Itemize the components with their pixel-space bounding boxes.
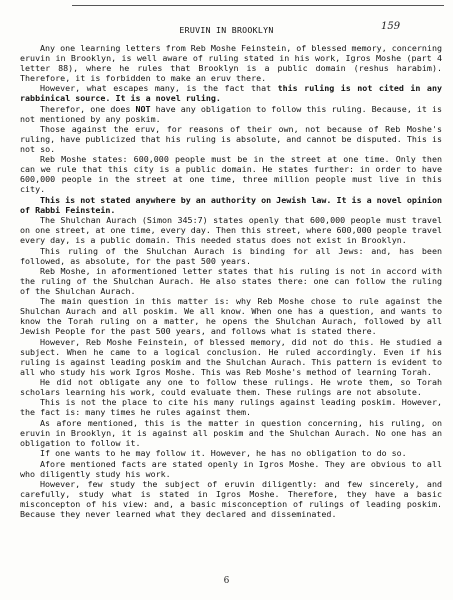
paragraph: However, few study the subject of eruvin diligently: and few sincerely, and carefully, study what is stated in Igros Moshe. Therefore, they have a basic misconcepton of his view: and, a basic misconception of rulings of leading poskim. Because they never learned what they declared and disseminated.: [20, 478, 442, 519]
paragraph: Those against the eruv, for reasons of their own, not because of Reb Moshe's ruling, have publicized that his ruling is absolute, and cannot be disputed. This is not so.: [20, 124, 442, 155]
paragraph: He did not obligate any one to follow these rulings. He wrote them, so Torah scholars learning his work, could evaluate them. These rulings are not absolute.: [20, 376, 442, 397]
bold-emphasis: This is not stated anywhere by an authority on Jewish law. It is a novel opinion of Rabbi Feinstein.: [20, 194, 442, 215]
paragraph: Afore mentioned facts are stated openly in Igros Moshe. They are obvious to all who diligently study his work.: [20, 458, 442, 479]
paragraph: This is not the place to cite his many rulings against leading poskim. However, the fact is: many times he rules against them.: [20, 397, 442, 418]
paragraph: Any one learning letters from Reb Moshe Feinstein, of blessed memory, concerning eruvin in Brooklyn, is well aware of ruling stated in his work, Igros Moshe (part 4 letter 88), where he rules that Brooklyn is a public domain (reshus harabim). Therefore, it is forbidden to make an eruv there.: [20, 43, 442, 83]
paragraph: This ruling of the Shulchan Aurach is binding for all Jews: and, has been followed, as absolute, for the past 500 years.: [20, 245, 442, 266]
paragraph: Therefor, one does NOT have any obligation to follow this ruling. Because, it is not mentioned by any poskim.: [20, 103, 443, 124]
bold-emphasis: NOT: [135, 103, 151, 114]
bold-emphasis: this ruling is not cited in any rabbinical source. It is a novel ruling.: [20, 83, 442, 104]
document-body: [20, 44, 442, 520]
paragraph: If one wants to he may follow it. However, he has no obligation to do so.: [40, 448, 407, 459]
paragraph: Reb Moshe states: 600,000 people must be in the street at one time. Only then can we rule that this city is a public domain. He states further: in order to have 600,000 people in the street at one time, three million people must live in this city.: [20, 154, 442, 195]
paragraph: As afore mentioned, this is the matter in question concerning, his ruling, on eruvin in Brooklyn, it is against all poskim and the Shulchan Aurach. No one has an obligation to follow it.: [20, 417, 442, 448]
paragraph: However, what escapes many, is the fact that this ruling is not cited in any rabbinical source. It is a novel ruling.: [20, 83, 442, 104]
paragraph: However, Reb Moshe Feinstein, of blessed memory, did not do this. He studied a subject. When he came to a logical conclusion. He ruled accordingly. Even if his ruling is against leading poskim and the Shulchan Aurach. This pattern is evident to all who study his work Igros Moshe. This was Reb Moshe's method of learning Torah.: [20, 336, 442, 377]
paragraph: [20, 196, 442, 216]
paragraph: The Shulchan Aurach (Simon 345:7) states openly that 600,000 people must travel on one street, at one time, every day. Then this street, where 600,000 people travel every day, is a public domain. This needed status does not exist in Brooklyn.: [20, 215, 442, 246]
handwritten-page-mark: 159: [381, 21, 401, 32]
page-header-title: ERUVIN IN BROOKLYN: [179, 25, 274, 35]
top-rule: [72, 5, 444, 6]
page-number: 6: [223, 576, 230, 586]
paragraph: Reb Moshe, in aformentioned letter states that his ruling is not in accord with the ruling of the Shulchan Aurach. He also states there: one can follow the ruling of the Shulchan Aurach.: [20, 265, 442, 296]
paragraph: The main question in this matter is: why Reb Moshe chose to rule against the Shulchan Aurach and all poskim. We all know. When one has a question, and wants to know the Torah ruling on a matter, he opens the Shulchan Aurach, followed by all Jewish People for the past 500 years, and follows what is stated there.: [20, 296, 442, 337]
